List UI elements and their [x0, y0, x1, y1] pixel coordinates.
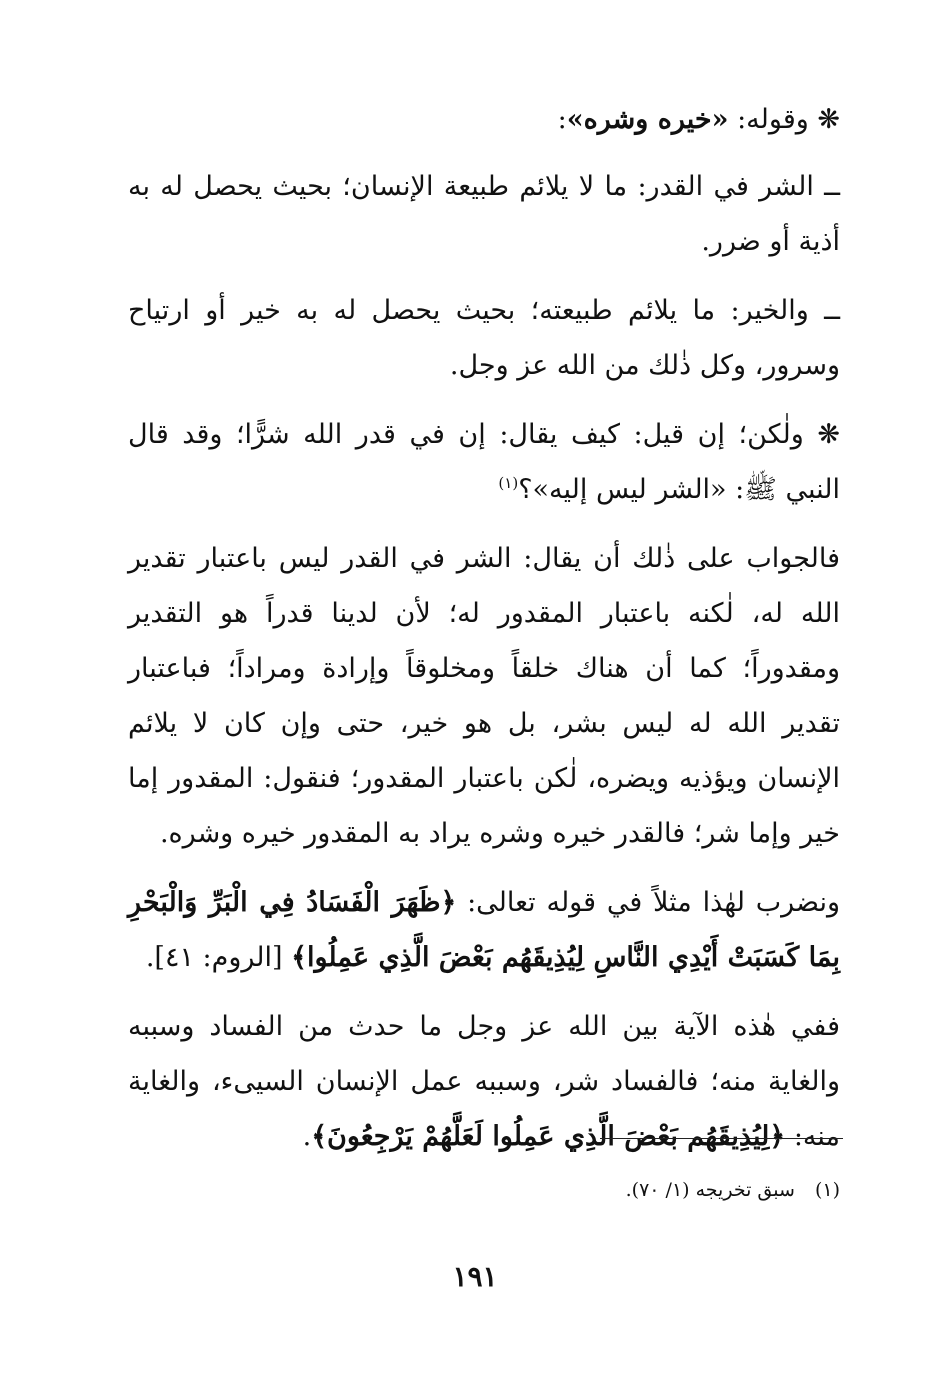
paragraph-explanation — [128, 999, 840, 1164]
footnote-divider — [600, 1138, 843, 1139]
footnote — [240, 1175, 840, 1205]
explanation-tail: . — [302, 1121, 312, 1152]
heading-tail: : — [557, 104, 567, 135]
verse-reference: [الروم: ٤١]. — [145, 942, 292, 973]
star-ornament-icon: ❋ — [817, 419, 840, 450]
paragraph-answer: فالجواب على ذٰلك أن يقال: الشر في القدر ليس باعتبار تقدير الله له، لٰكنه باعتبار المقدور له؛ لأن لدينا قدراً هو التقدير ومقدوراً؛ كما أن هناك خلقاً ومخلوقاً وإرادة ومراداً؛ فباعتبار تقدير الله له ليس بشر، بل هو خير، حتى وإن كان لا يلائم الإنسان ويؤذيه ويضره، لٰكن باعتبار المقدور؛ فنقول: المقدور إما خير وإما شر؛ فالقدر خيره وشره يراد به المقدور خيره وشره. — [128, 543, 840, 849]
paragraph-objection — [128, 407, 840, 517]
example-lead: ونضرب لهٰذا مثلاً في قوله تعالى: — [456, 887, 840, 918]
page-number: ١٩١ — [452, 1260, 498, 1293]
paragraph-good-definition: ــ والخير: ما يلائم طبيعته؛ بحيث يحصل له به خير أو ارتياح وسرور، وكل ذٰلك من الله عز وجل. — [128, 295, 840, 381]
star-ornament-icon: ❋ — [817, 104, 840, 135]
quran-verse: ﴿لِيُذِيقَهُم بَعْضَ الَّذِي عَمِلُوا لَعَلَّهُمْ يَرْجِعُونَ﴾ — [311, 1121, 786, 1152]
explanation-lead: ففي هٰذه الآية بين الله عز وجل ما حدث من الفساد وسببه والغاية منه؛ فالفساد شر، وسببه عمل الإنسان السيىء، والغاية منه: — [128, 1011, 840, 1152]
quran-verse: ﴿ظَهَرَ الْفَسَادُ فِي الْبَرِّ وَالْبَحْرِ بِمَا كَسَبَتْ أَيْدِي النَّاسِ لِيُذِيقَهُم بَعْضَ الَّذِي عَمِلُوا﴾ — [128, 887, 840, 973]
paragraph-evil-definition: ــ الشر في القدر: ما لا يلائم طبيعة الإنسان؛ بحيث يحصل له به أذية أو ضرر. — [128, 171, 840, 257]
footnote-reference: (١) — [498, 474, 519, 492]
page-body — [128, 92, 840, 1178]
footnote-number: (١) — [814, 1179, 840, 1201]
heading-lead: وقوله: — [728, 104, 809, 135]
footnote-text: سبق تخريجه (١/ ٧٠). — [625, 1179, 795, 1201]
heading-khayruhu-wa-sharruhu — [128, 92, 840, 147]
objection-text: ولٰكن؛ إن قيل: كيف يقال: إن في قدر الله شرًّا؛ وقد قال النبي ﷺ: «الشر ليس إليه»؟ — [128, 419, 840, 505]
paragraph-example — [128, 875, 840, 985]
heading-quote: «خيره وشره» — [566, 104, 729, 135]
